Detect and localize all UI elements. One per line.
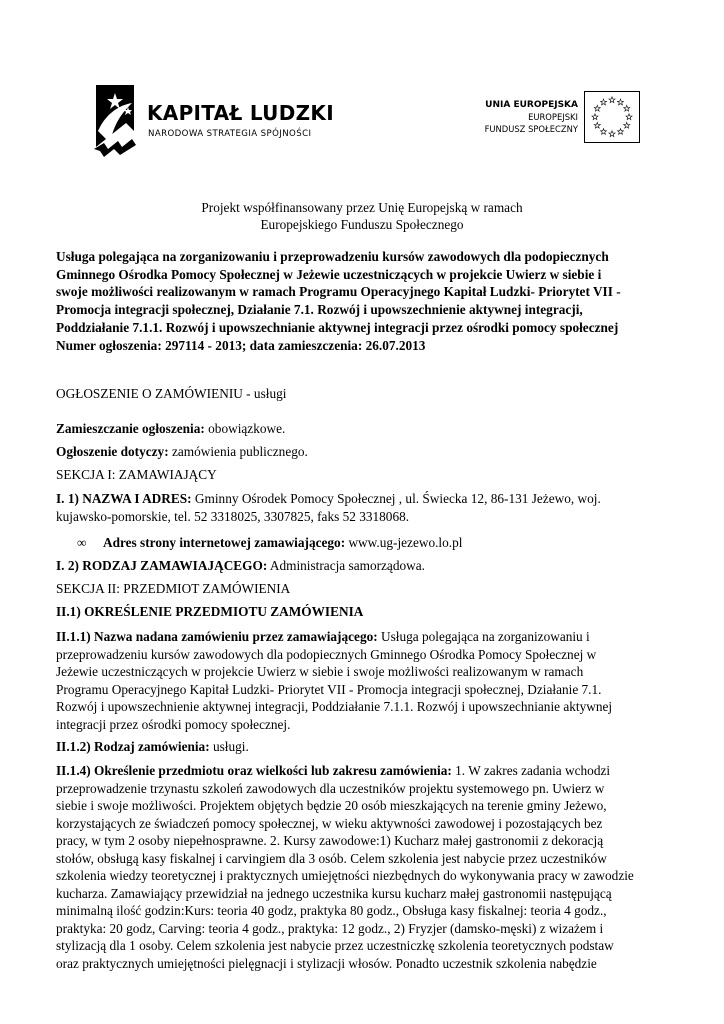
ii11-line: integracji przez ośrodki pomocy społecznej.	[56, 716, 291, 732]
document-title	[56, 248, 680, 354]
ii14-line: przeprowadzenie trzynastu szkoleń zawodowych dla uczestników projektu systemowego pn. Uwierz w	[56, 780, 605, 796]
title-line: Usługa polegająca na zorganizowaniu i przeprowadzeniu kursów zawodowych dla podopiecznych	[56, 249, 609, 264]
ii14-line: minimalną ilość godzin:Kurs: teoria 40 godz, praktyka 80 godz., Obsługa kasy fiskalnej: teoria 4 godz.,	[56, 903, 607, 918]
placement-value: obowiązkowe.	[204, 421, 286, 436]
ii14-line: stołów, obsługą kasy fiskalnej i carvingiem dla 3 osób. Celem szkolenia jest nabycie przez uczestników	[56, 850, 607, 866]
kapital-ludzki-emblem-icon	[92, 83, 138, 158]
ii14-line: szkolenia wiedzy teoretycznej i praktycznych umiejętności niezbędnych do wykonywania pracy w zawodzie	[56, 868, 634, 883]
notice-heading: OGŁOSZENIE O ZAMÓWIENIU - usługi	[56, 386, 287, 401]
ii14-line: kucharza. Zamawiający przewidział na jednego uczestnika kursu kucharz małej gastronomii następującą	[56, 885, 612, 901]
title-line: Gminnego Ośrodka Pomocy Społecznej w Jeżewie uczestniczących w projekcie Uwierz w siebie i	[56, 266, 602, 282]
contracting-type-label: I. 2) RODZAJ ZAMAWIAJĄCEGO:	[56, 558, 268, 573]
concerns-row	[56, 443, 680, 461]
title-line: Poddziałanie 7.1.1. Rozwój i upowszechnianie aktywnej integracji przez ośrodki pomocy społecznej	[56, 319, 619, 335]
ii11-line: Programu Operacyjnego Kapitał Ludzki- Priorytet VII - Promocja integracji społecznej, Działanie 7.1.	[56, 681, 602, 697]
title-line: Promocja integracji społecznej, Działanie 7.1. Rozwój i upowszechnienie aktywnej integracji,	[56, 302, 583, 318]
cofinancing-note	[0, 199, 724, 233]
placement-row	[56, 420, 680, 438]
title-line: swoje możliwości realizowanym w ramach Programu Operacyjnego Kapitał Ludzki- Priorytet VII -	[56, 284, 621, 300]
section-1-heading: SEKCJA I: ZAMAWIAJĄCY	[56, 467, 217, 482]
name-address-line-1	[56, 490, 680, 508]
ii14-text: 1. W zakres zadania wchodzi	[451, 763, 611, 778]
name-address-label: I. 1) NAZWA I ADRES:	[56, 491, 192, 506]
ii11-line: Jeżewie uczestniczących w projekcie Uwierz w siebie i swoje możliwości realizowanym w ramach	[56, 664, 584, 679]
website-row	[77, 534, 677, 552]
eu-flag-stars-icon	[584, 91, 640, 143]
ii11-block	[56, 628, 680, 733]
ii12-row	[56, 738, 680, 756]
concerns-label: Ogłoszenie dotyczy:	[56, 444, 169, 459]
ii14-label: II.1.4) Określenie przedmiotu oraz wielkości lub zakresu zamówienia:	[56, 763, 452, 778]
kapital-ludzki-subtitle: NARODOWA STRATEGIA SPÓJNOŚCI	[148, 129, 312, 139]
title-line: Numer ogłoszenia: 297114 - 2013; data zamieszczenia: 26.07.2013	[56, 337, 426, 353]
name-address-line-2: kujawsko-pomorskie, tel. 52 3318025, 3307825, faks 52 3318068.	[56, 508, 410, 524]
ii12-value: usługi.	[209, 739, 249, 754]
name-address-value: Gminny Ośrodek Pomocy Społecznej , ul. Świecka 12, 86-131 Jeżewo, woj.	[191, 491, 601, 506]
ii1-heading	[56, 603, 680, 621]
ii14-line: korzystających ze świadczeń pomocy społecznej, w wieku aktywności zawodowej i pozostających bez	[56, 815, 603, 831]
ii14-line: oraz praktycznych umiejętności pielęgnacji i stylizacji włosów. Ponadto uczestnik szkolenia nabędzie	[56, 955, 597, 971]
eu-logo-text	[485, 99, 578, 135]
contracting-type-row	[56, 557, 680, 575]
section-2-heading: SEKCJA II: PRZEDMIOT ZAMÓWIENIA	[56, 581, 291, 596]
contracting-type-value: Administracja samorządowa.	[267, 558, 425, 573]
ii11-line: Rozwój i upowszechnienie aktywnej integracji, Poddziałanie 7.1.1. Rozwój i upowszechnianie aktywnej	[56, 699, 613, 714]
concerns-value: zamówienia publicznego.	[168, 444, 308, 459]
eu-line-1: UNIA EUROPEJSKA	[485, 100, 578, 110]
ii14-line: praktyka: 20 godz, Carving: teoria 4 godz., praktyka: 12 godz., 2) Fryzjer (damsko-męski) z wizażem i	[56, 920, 604, 936]
kapital-ludzki-title: KAPITAŁ LUDZKI	[147, 101, 334, 125]
eu-line-2: EUROPEJSKI	[528, 112, 578, 122]
ii12-label: II.1.2) Rodzaj zamówienia:	[56, 739, 210, 754]
eu-line-3: FUNDUSZ SPOŁECZNY	[484, 124, 578, 134]
ii11-text: Usługa polegająca na zorganizowaniu i	[377, 629, 590, 644]
ii14-line: stylizacją dla 1 osoby. Celem szkolenia jest nabycie przez uczestniczkę szkolenia teoretycznych podstaw	[56, 938, 614, 953]
ii14-line	[56, 762, 680, 780]
website-value: www.ug-jezewo.lo.pl	[345, 535, 463, 550]
ii11-label: II.1.1) Nazwa nadana zamówieniu przez zamawiającego:	[56, 629, 378, 644]
infinity-bullet-icon: ∞	[77, 535, 87, 550]
eu-logo	[466, 91, 642, 147]
ii11-line: przeprowadzeniu kursów zawodowych dla podopiecznych Gminnego Ośrodka Pomocy Społecznej w	[56, 646, 597, 662]
ii1-heading-text: II.1) OKREŚLENIE PRZEDMIOTU ZAMÓWIENIA	[56, 604, 364, 619]
ii11-line	[56, 628, 680, 646]
cofinancing-line-1: Projekt współfinansowany przez Unię Europejską w ramach	[201, 200, 523, 215]
kapital-ludzki-logo	[92, 83, 332, 158]
ii14-line: siebie i swoje możliwości. Projektem objętych będzie 20 osób mieszkających na terenie gminy Jeżewo,	[56, 798, 607, 813]
name-address-block	[56, 490, 680, 525]
ii14-block	[56, 762, 680, 972]
website-label: Adres strony internetowej zamawiającego:	[103, 535, 346, 550]
cofinancing-line-2: Europejskiego Funduszu Społecznego	[260, 217, 464, 232]
placement-label: Zamieszczanie ogłoszenia:	[56, 421, 205, 436]
ii14-line: pracy, w tym 2 osoby niepełnosprawne. 2. Kursy zawodowe:1) Kucharz małej gastronomii z dekoracją	[56, 833, 604, 848]
